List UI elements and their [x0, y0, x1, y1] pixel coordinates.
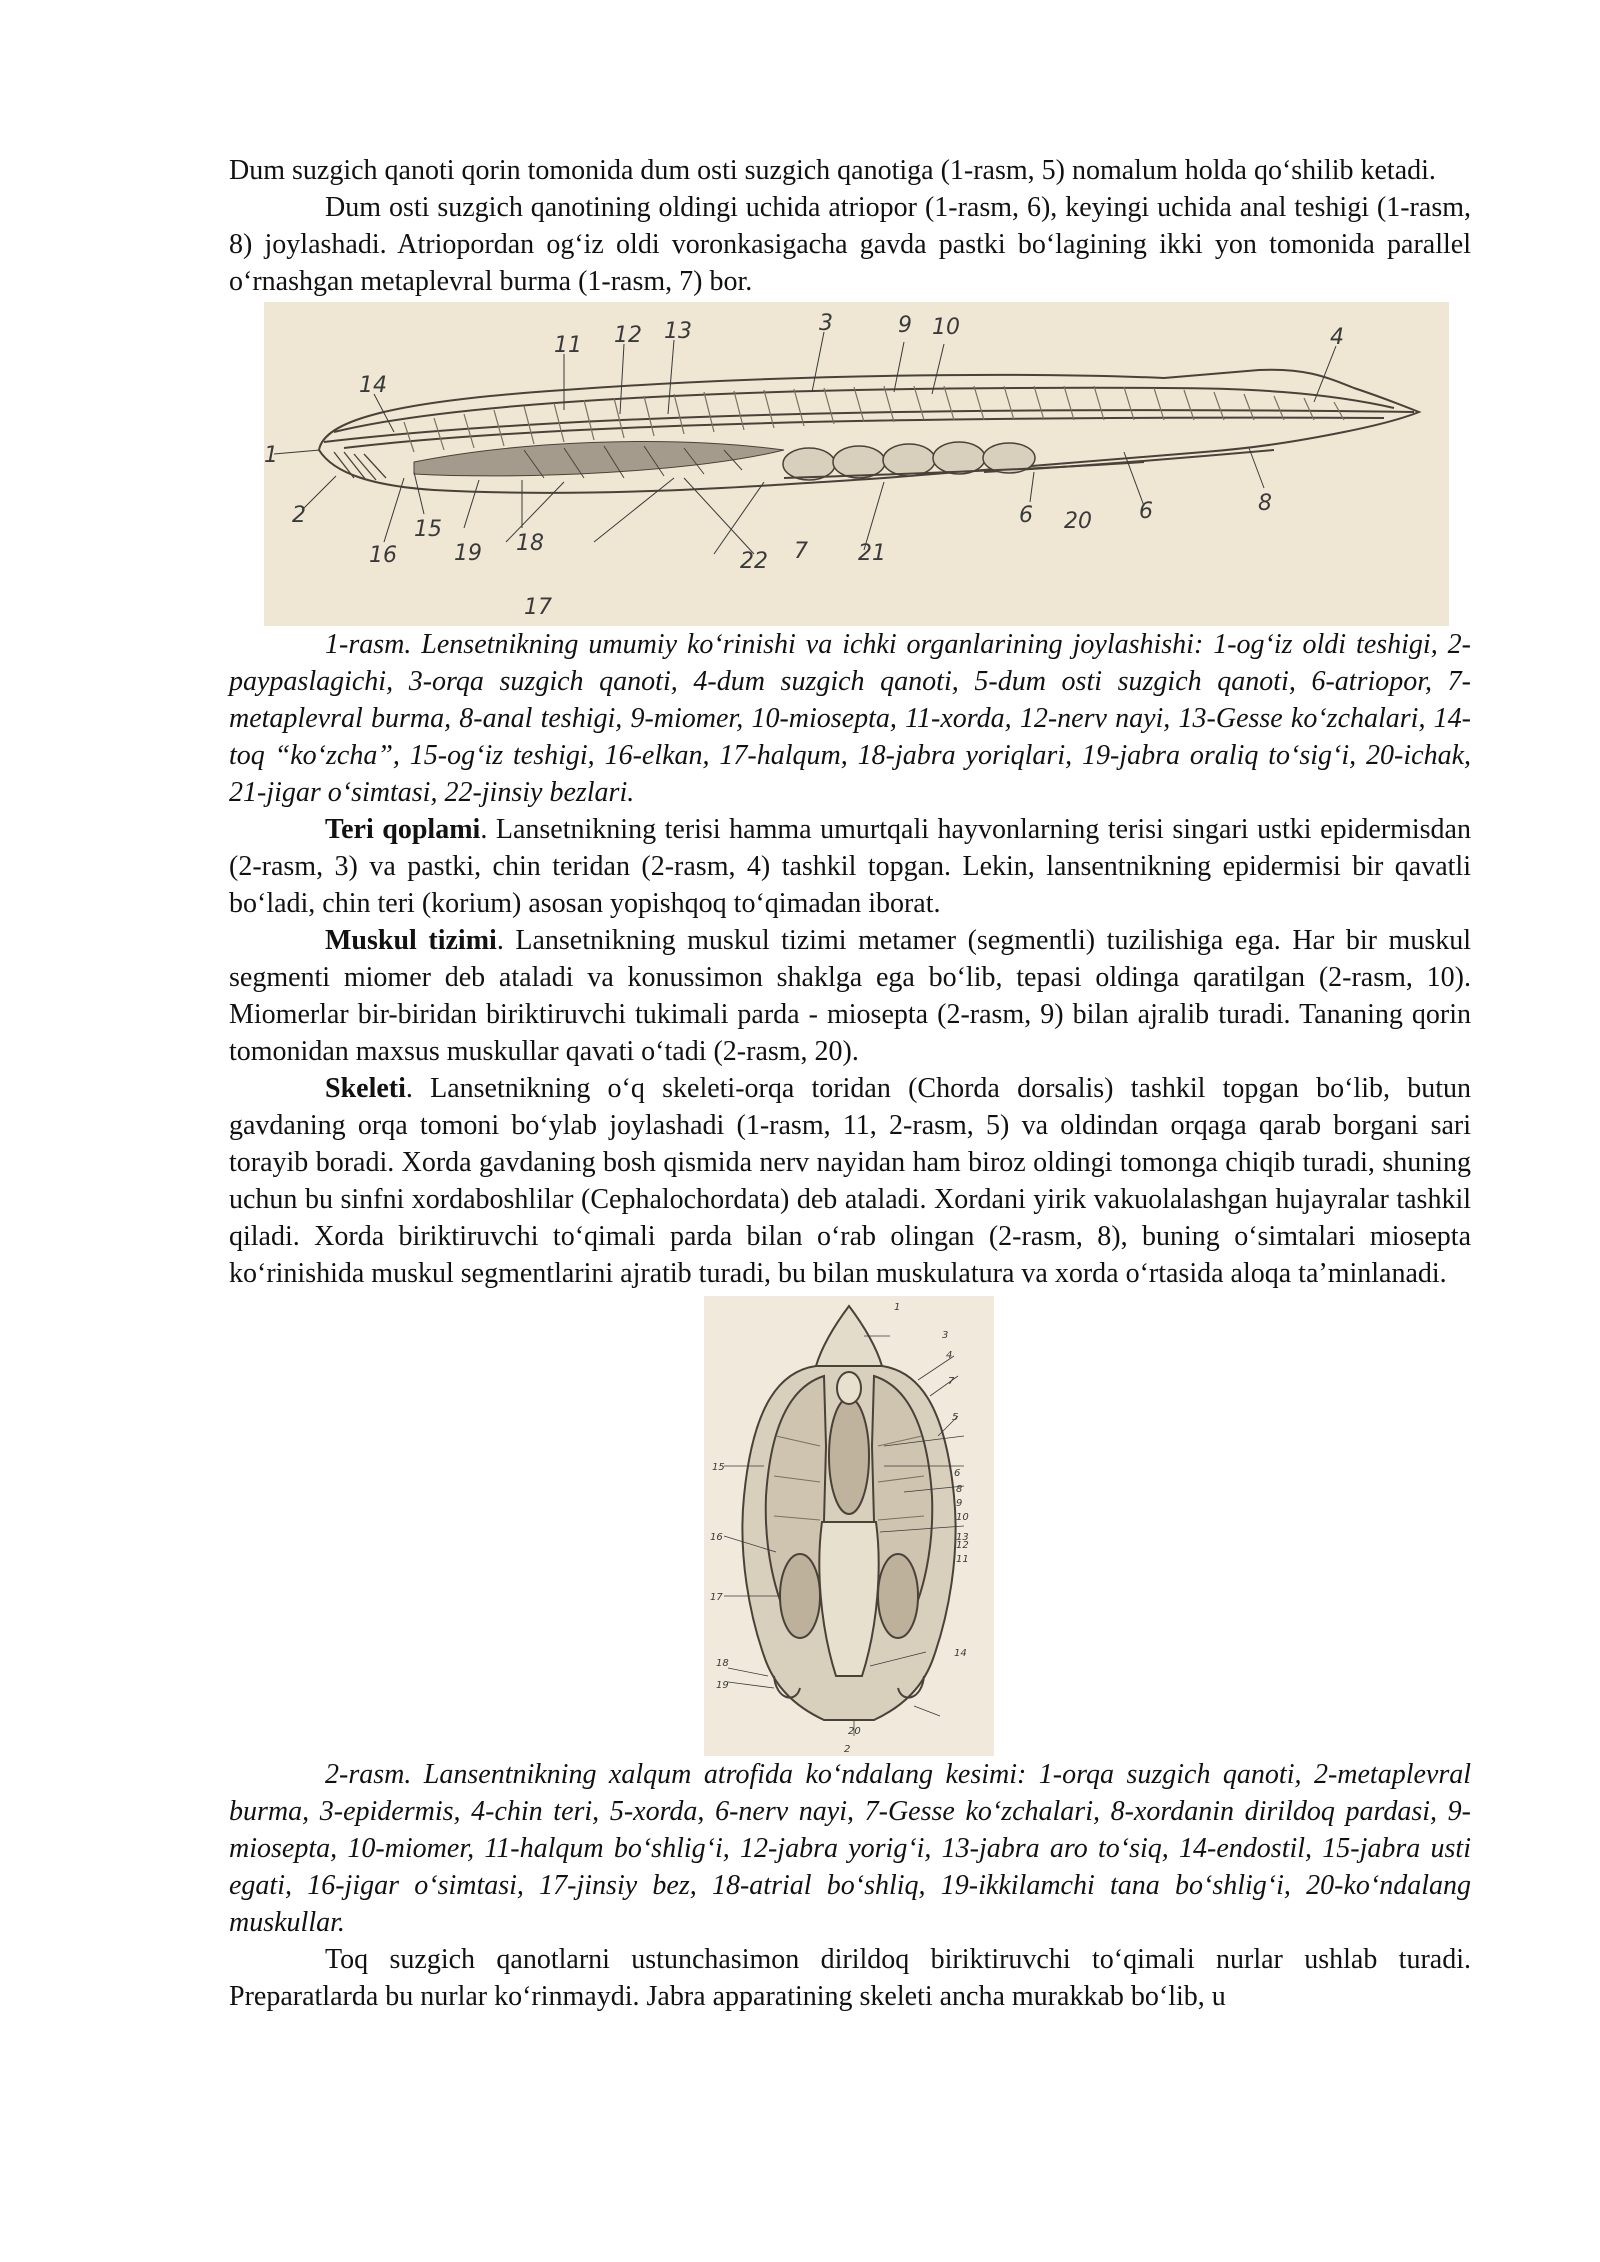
- fig2-label-2: 2: [844, 1744, 851, 1755]
- fig1-label-3: 3: [819, 311, 833, 336]
- fig1-label-14: 14: [359, 373, 387, 398]
- paragraph-muskul-tizimi: [229, 922, 1471, 1070]
- fig1-label-22: 22: [740, 549, 768, 574]
- fig1-label-20: 20: [1064, 509, 1092, 534]
- heading-teri-qoplami: Teri qoplami: [325, 814, 481, 845]
- fig2-label-5: 5: [952, 1412, 959, 1423]
- figure-2-caption: 2-rasm. Lansentnikning xalqum atrofida ko‘ndalang kesimi: 1-orqa suzgich qanoti, 2-metaplevral burma, 3-epidermis, 4-chin teri, 5-xorda, 6-nerv nayi, 7-Gesse ko‘zchalari, 8-xordanin dirildoq pardasi, 9-miosepta, 10-miomer, 11-halqum bo‘shlig‘i, 12-jabra yorig‘i, 13-jabra aro to‘siq, 14-endostil, 15-jabra usti egati, 16-jigar o‘simtasi, 17-jinsiy bez, 18-atrial bo‘shliq, 19-ikkilamchi tana bo‘shlig‘i, 20-ko‘ndalang muskullar.: [229, 1759, 1471, 1938]
- figure-1-caption: 1-rasm. Lensetnikning umumiy ko‘rinishi va ichki organlarining joylashishi: 1-og‘iz oldi teshigi, 2-paypaslagichi, 3-orqa suzgich qanoti, 4-dum suzgich qanoti, 5-dum osti suzgich qanoti, 6-atriopor, 7-metaplevral burma, 8-anal teshigi, 9-miomer, 10-miosepta, 11-xorda, 12-nerv nayi, 13-Gesse ko‘zchalari, 14- toq “ko‘zcha”, 15-og‘iz teshigi, 16-elkan, 17-halqum, 18-jabra yoriqlari, 19-jabra oraliq to‘sig‘i, 20-ichak, 21-jigar o‘simtasi, 22-jinsiy bezlari.: [229, 629, 1471, 808]
- fig2-label-4: 4: [946, 1350, 953, 1361]
- fig2-label-18: 18: [716, 1658, 729, 1669]
- paragraph-teri-qoplami: [229, 811, 1471, 922]
- fig2-label-17: 17: [710, 1592, 723, 1603]
- fig1-label-6b: 6: [1139, 499, 1153, 524]
- fig1-label-21: 21: [858, 541, 886, 566]
- paragraph-toq-suzgich: Toq suzgich qanotlarni ustunchasimon dirildoq biriktiruvchi to‘qimali nurlar ushlab turadi. Preparatlarda bu nurlar ko‘rinmaydi. Jabra apparatining skeleti ancha murakkab bo‘lib, u: [229, 1944, 1471, 2012]
- text-teri-qoplami: . Lansetnikning terisi hamma umurtqali hayvonlarning terisi singari ustki epidermisdan (2-rasm, 3) va pastki, chin teridan (2-rasm, 4) tashkil topgan. Lekin, lansentnikning epidermisi bir qavatli bo‘ladi, chin teri (korium) asosan yopishqoq to‘qimadan iborat.: [229, 814, 1471, 919]
- fig2-label-10: 10: [956, 1512, 969, 1523]
- paragraph-dum-osti: Dum osti suzgich qanotining oldingi uchida atriopor (1-rasm, 6), keyingi uchida anal teshigi (1-rasm, 8) joylashadi. Atriopordan og‘iz oldi voronkasigacha gavda pastki bo‘lagining ikki yon tomonida parallel o‘rnashgan metaplevral burma (1-rasm, 7) bor.: [229, 192, 1471, 297]
- fig1-label-6a: 6: [1019, 503, 1033, 528]
- fig1-label-7: 7: [794, 539, 808, 564]
- fig2-label-19: 19: [716, 1680, 729, 1691]
- right-gonad: [878, 1554, 918, 1638]
- document-page: [229, 152, 1471, 2015]
- fig2-label-12: 12: [956, 1540, 969, 1551]
- fig1-label-2: 2: [292, 503, 306, 528]
- fig1-label-16: 16: [369, 543, 397, 568]
- fig1-label-19: 19: [454, 541, 482, 566]
- fig2-label-1: 1: [894, 1302, 901, 1313]
- fig2-label-9: 9: [956, 1498, 963, 1509]
- fig1-label-11: 11: [554, 333, 582, 358]
- fig2-label-20: 20: [848, 1726, 861, 1737]
- fig2-label-14: 14: [954, 1648, 967, 1659]
- fig1-label-4: 4: [1330, 325, 1344, 350]
- fig1-label-15: 15: [414, 517, 442, 542]
- nerve-tube: [837, 1372, 861, 1404]
- text-muskul-tizimi: . Lansetnikning muskul tizimi metamer (segmentli) tuzilishiga ega. Har bir muskul segmenti miomer deb ataladi va konussimon shaklga ega bo‘lib, tepasi oldinga qaratilgan (2-rasm, 10). Miomerlar bir-biridan biriktiruvchi tukimali parda - miosepta (2-rasm, 9) bilan ajralib turadi. Tananing qorin tomonidan maxsus muskullar qavati o‘tadi (2-rasm, 20).: [229, 925, 1471, 1067]
- left-gonad: [780, 1554, 820, 1638]
- figure-1-lancelet-illustration: [264, 302, 1449, 626]
- fig2-label-16: 16: [710, 1532, 723, 1543]
- fig1-label-8: 8: [1258, 491, 1272, 516]
- fig1-label-17: 17: [524, 595, 552, 620]
- figure-2-cross-section-illustration: [704, 1296, 994, 1756]
- fig1-label-12: 12: [614, 323, 642, 348]
- fig2-label-6: 6: [954, 1468, 961, 1479]
- fig1-label-18: 18: [516, 531, 544, 556]
- heading-skeleti: Skeleti: [325, 1073, 406, 1104]
- fig2-label-15: 15: [712, 1462, 725, 1473]
- fig2-label-13: 13: [956, 1532, 969, 1543]
- fig1-label-1: 1: [264, 443, 278, 468]
- fig2-label-11: 11: [956, 1554, 969, 1565]
- fig1-label-10: 10: [932, 315, 960, 340]
- fig2-label-8: 8: [956, 1484, 963, 1495]
- fig1-label-9: 9: [898, 313, 912, 338]
- text-skeleti: . Lansetnikning o‘q skeleti-orqa toridan (Chorda dorsalis) tashkil topgan bo‘lib, butun gavdaning orqa tomoni bo‘ylab joylashadi (1-rasm, 11, 2-rasm, 5) va oldindan orqaga qarab borgani sari torayib boradi. Xorda gavdaning bosh qismida nerv nayidan ham biroz oldingi tomonga chiqib turadi, shuning uchun bu sinfni xordaboshlilar (Cephalochordata) deb ataladi. Xordani yirik vakuolalashgan hujayralar tashkil qiladi. Xorda biriktiruvchi to‘qimali parda bilan o‘rab olingan (2-rasm, 8), buning o‘simtalari miosepta ko‘rinishida muskul segmentlarini ajratib turadi, bu bilan muskulatura va xorda o‘rtasida aloqa ta’minlanadi.: [229, 1073, 1471, 1289]
- paragraph-dum-suzgich: Dum suzgich qanoti qorin tomonida dum osti suzgich qanotiga (1-rasm, 5) nomalum holda qo‘shilib ketadi.: [229, 155, 1436, 186]
- fig2-label-3: 3: [942, 1330, 949, 1341]
- paragraph-skeleti: [229, 1070, 1471, 1292]
- notochord: [829, 1398, 869, 1514]
- fig1-label-13: 13: [664, 319, 692, 344]
- heading-muskul-tizimi: Muskul tizimi: [325, 925, 497, 956]
- fig2-label-7: 7: [948, 1376, 955, 1387]
